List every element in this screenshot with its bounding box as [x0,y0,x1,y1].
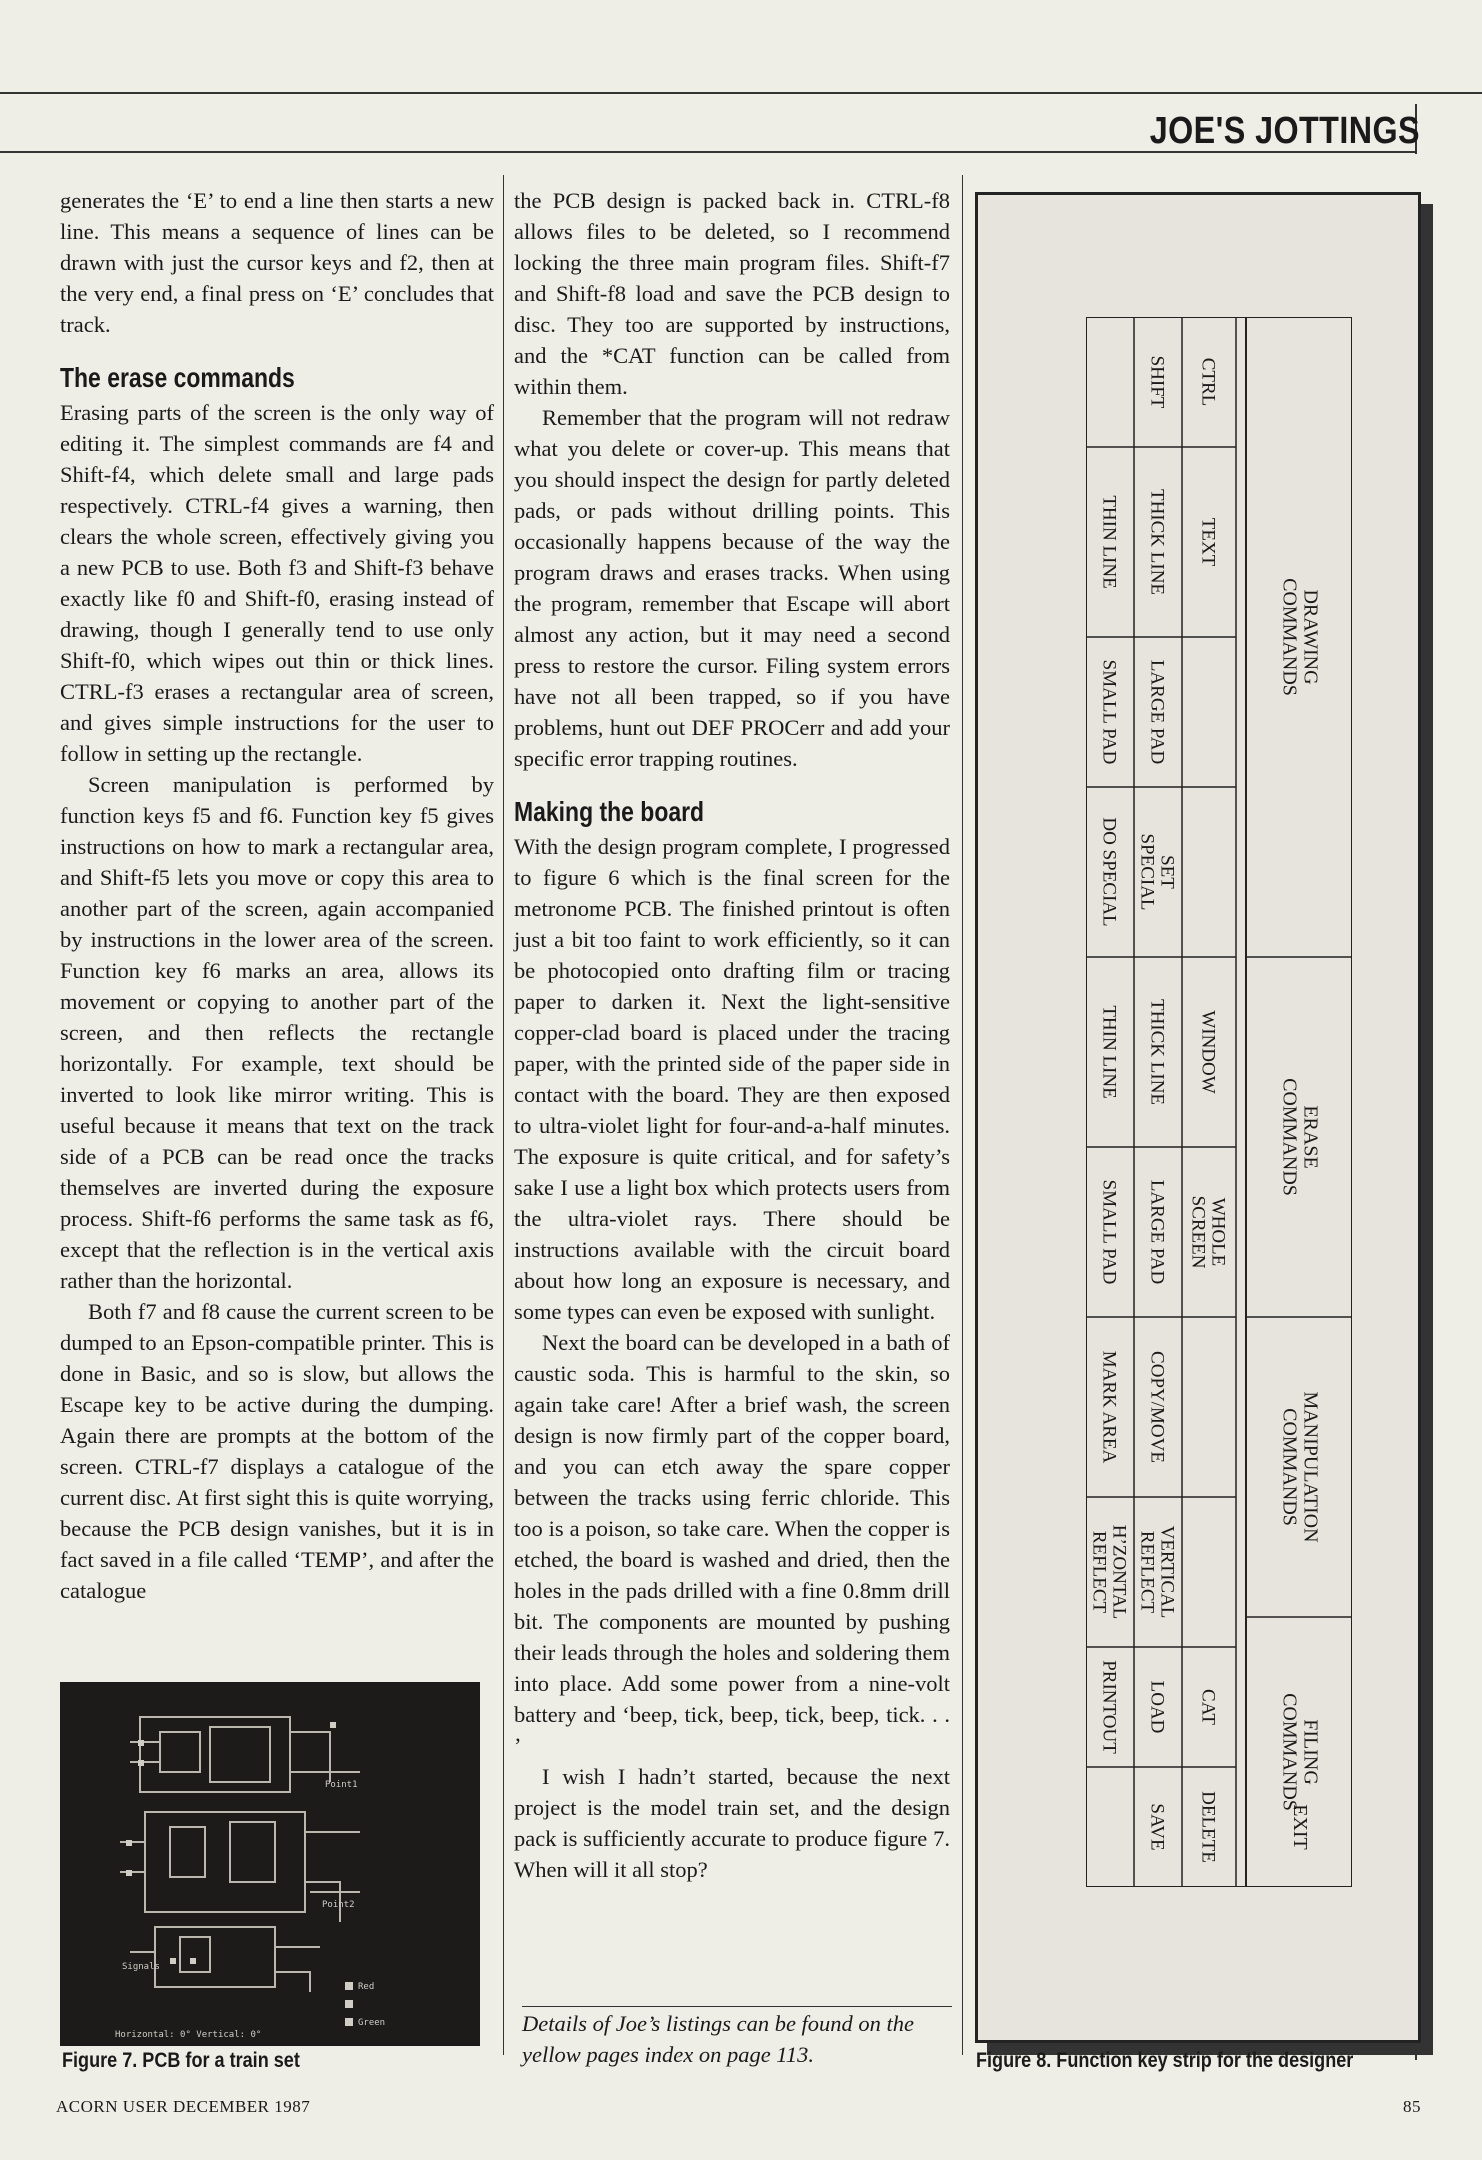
pcb-label-green: Green [358,2018,386,2028]
group-label-text: COMMANDS [1278,1693,1301,1811]
ctrl-key-label-text: SCREEN [1187,1195,1209,1269]
footer-publication: ACORN USER DECEMBER 1987 [56,2097,311,2116]
group-label-text: DRAWING [1299,589,1322,685]
pcb-label-point1: Point1 [325,1780,358,1790]
ctrl-key-label [1197,1010,1218,1093]
ctrl-key-label-text: WINDOW [1197,1010,1219,1094]
plain-key-label-text: THIN LINE [1098,495,1120,589]
top-rule [0,92,1482,94]
pcb-status-line: Horizontal: 0° Vertical: 0° [115,2030,262,2040]
figure-8-caption: Figure 8. Function key strip for the designer [976,2049,1354,2072]
section-header: JOE'S JOTTINGS [1149,110,1420,152]
ctrl-key-label-text: WHOLE [1207,1197,1229,1267]
paragraph: With the design program complete, I progressed to figure 6 which is the final screen for the metronome PCB. The finished printout is often just a bit too faint to work efficiently, so it can be photocopied onto drafting film or tracing paper to darken it. Next the light-sensitive copper-clad board is placed under the tracing paper, with the printed side of the paper side in contact with the board. They are then exposed to ultra-violet light for four-and-a-half minutes. The exposure is quite critical, and for safety’s sake I use a light box which protects users from the ultra-violet rays. There should be instructions available with the circuit board about how long an exposure is necessary, and some types can even be exposed with sunlight. [514,834,950,1324]
plain-key-label-text: H’ZONTAL [1108,1524,1130,1620]
ctrl-key-label [1187,1196,1228,1269]
shift-key-label-text: COPY/MOVE [1146,1351,1168,1463]
shift-key-label-text: LOAD [1146,1680,1168,1734]
figure-7-pcb-image [60,1682,480,2046]
plain-key-label [1098,1351,1119,1464]
paragraph: Next the board can be developed in a bath of caustic soda. This is harmful to the skin, so again take care! After a brief wash, the screen design is now firmly part of the copper board, and you can etch away the spare copper between the tracks using ferric chloride. This too is a poison, so take care. When the copper is etched, the board is washed and dried, then the holes in the pads drilled with a fine 0.8mm drill bit. The components are mounted by pushing their leads through the holes and soldering them into place. Add some power from a nine-volt battery and ‘beep, tick, beep, tick, beep, tick. . . ’ [514,1330,950,1758]
group-label [1279,578,1322,696]
paragraph: generates the ‘E’ to end a line then starts a new line. This means a sequence of lines can be drawn with just the cursor keys and f2, then at the very end, a final press on ‘E’ concludes that track. [60,188,494,337]
group-label [1279,1391,1322,1542]
plain-key-label-text: DO SPECIAL [1098,817,1120,927]
plain-key-label [1098,1660,1119,1754]
plain-key-label [1098,495,1119,588]
ctrl-key-label-text: TEXT [1197,517,1219,567]
paragraph: Both f7 and f8 cause the current screen to be dumped to an Epson-compatible printer. This is done in Basic, and so is slow, but allows the Escape key to be active during the dumping. Again there are prompts at the bottom of the screen. CTRL-f7 displays a catalogue of the current disc. At first sight this is quite worrying, because the PCB design vanishes, but it is in fact saved in a file called ‘TEMP’, and after the catalogue [60,1299,494,1603]
paragraph: Screen manipulation is performed by function keys f5 and f6. Function key f5 gives instructions on how to mark a rectangular area, and Shift-f5 lets you move or copy this area to another part of the screen, again accompanied by instructions in the lower area of the screen. Function key f6 marks an area, allows its movement or copying to another part of the screen, and then reflects the rectangle horizontally. For example, text should be inverted to look like mirror writing. This is useful because it means that text on the track side of a PCB can be read once the tracks themselves are inverted during the exposure process. Shift-f6 performs the same task as f6, except that the reflection is in the vertical axis rather than the horizontal. [60,772,494,1293]
modifier-shift-text: SHIFT [1146,355,1168,409]
group-label [1279,1078,1322,1196]
plain-key-label [1098,1005,1119,1098]
subheading-erase-commands: The erase commands [60,362,295,393]
modifier-ctrl-text: CTRL [1197,357,1219,407]
shift-key-label [1146,489,1167,595]
plain-key-label-text: SMALL PAD [1098,1179,1120,1285]
shift-key-label-text: SAVE [1146,1803,1168,1851]
paragraph: Remember that the program will not redraw what you delete or cover-up. This means that you should inspect the design for partly deleted pads, or pads without drilling points. This occasionally happens because of the way the program draws and erases tracks. When using the program, remember that Escape will abort almost any action, but it may need a second press to restore the cursor. Filing system errors have not all been trapped, so if you have problems, hunt out DEF PROCerr and add your specific error trapping routines. [514,405,950,771]
group-label-text: MANIPULATION [1299,1391,1322,1543]
modifier-ctrl [1197,358,1218,407]
shift-key-label-text: THICK LINE [1146,998,1168,1106]
pcb-label-red: Red [358,1982,375,1992]
group-label-text: COMMANDS [1278,1078,1301,1196]
figure-7-caption: Figure 7. PCB for a train set [62,2049,300,2072]
paragraph: the PCB design is packed back in. CTRL-f8 allows files to be deleted, so I recommend locking the three main program files. Shift-f7 and Shift-f8 load and save the PCB design to disc. They too are supported by instructions, and the *CAT function can be called from within them. [514,188,950,399]
pcb-label-signals: Signals [122,1962,160,1972]
ctrl-key-label [1197,1689,1218,1725]
shift-key-label-text: LARGE PAD [1146,659,1168,765]
ctrl-key-label-text: CAT [1197,1689,1219,1725]
column-divider-2 [962,175,963,2055]
plain-key-label [1088,1525,1129,1620]
plain-key-label-text: REFLECT [1088,1530,1110,1614]
footer-page-number: 85 [1403,2097,1421,2116]
group-label-exit [1289,1804,1311,1850]
listings-credit: Details of Joe’s listings can be found on the yellow pages index on page 113. [522,2011,915,2067]
shift-key-label-text: LARGE PAD [1146,1179,1168,1285]
modifier-shift [1146,356,1167,409]
paragraph: Erasing parts of the screen is the only way of editing it. The simplest commands are f4 and Shift-f4, which delete small and large pads respectively. CTRL-f4 gives a warning, then clears the whole screen, effectively giving you a new PCB to use. Both f3 and Shift-f3 behave exactly like f0 and Shift-f0, erasing instead of drawing, though I generally tend to use only Shift-f0, which wipes out thin or thick lines. CTRL-f3 erases a rectangular area of screen, and gives simple instructions for the user to follow in setting up the rectangle. [60,400,494,766]
ctrl-key-label [1197,518,1218,567]
figure-8-key-strip [975,192,1421,2043]
credit-rule [522,2006,952,2007]
shift-key-label-text: VERTICAL [1156,1525,1178,1619]
article-column-2 [514,185,950,1885]
article-column-1 [60,185,494,1606]
group-label [1279,1693,1322,1811]
function-key-strip-table [1086,317,1352,1887]
pcb-drawing [60,1682,480,2046]
shift-key-label-text: SPECIAL [1136,833,1158,911]
group-label-text: ERASE [1299,1105,1322,1169]
shift-key-label [1146,1681,1167,1734]
subheading-making-the-board: Making the board [514,796,705,827]
shift-key-label [1146,1803,1167,1850]
group-label-exit-text: EXIT [1289,1804,1311,1850]
group-label-text: COMMANDS [1278,578,1301,696]
shift-key-label [1136,1526,1177,1619]
shift-key-label [1146,999,1167,1105]
plain-key-label-text: THIN LINE [1098,1005,1120,1099]
ctrl-key-label-text: DELETE [1197,1791,1219,1863]
shift-key-label-text: REFLECT [1136,1530,1158,1614]
shift-key-label [1146,1351,1167,1463]
shift-key-label-text: THICK LINE [1146,488,1168,596]
paragraph: I wish I hadn’t started, because the next project is the model train set, and the design pack is sufficiently accurate to produce figure 7. When will it all stop? [514,1764,950,1882]
pcb-label-point2: Point2 [322,1900,355,1910]
shift-key-label-text: SET [1156,855,1178,889]
plain-key-label [1098,1180,1119,1285]
plain-key-label-text: MARK AREA [1098,1350,1120,1464]
column-divider-1 [503,175,504,2055]
plain-key-label-text: SMALL PAD [1098,659,1120,765]
plain-key-label-text: PRINTOUT [1098,1660,1120,1754]
shift-key-label [1146,1180,1167,1284]
shift-key-label [1146,660,1167,764]
shift-key-label [1136,833,1177,910]
plain-key-label [1098,660,1119,765]
group-label-text: COMMANDS [1278,1408,1301,1526]
group-label-text: FILING [1299,1719,1322,1785]
plain-key-label [1098,817,1119,926]
ctrl-key-label [1197,1791,1218,1863]
